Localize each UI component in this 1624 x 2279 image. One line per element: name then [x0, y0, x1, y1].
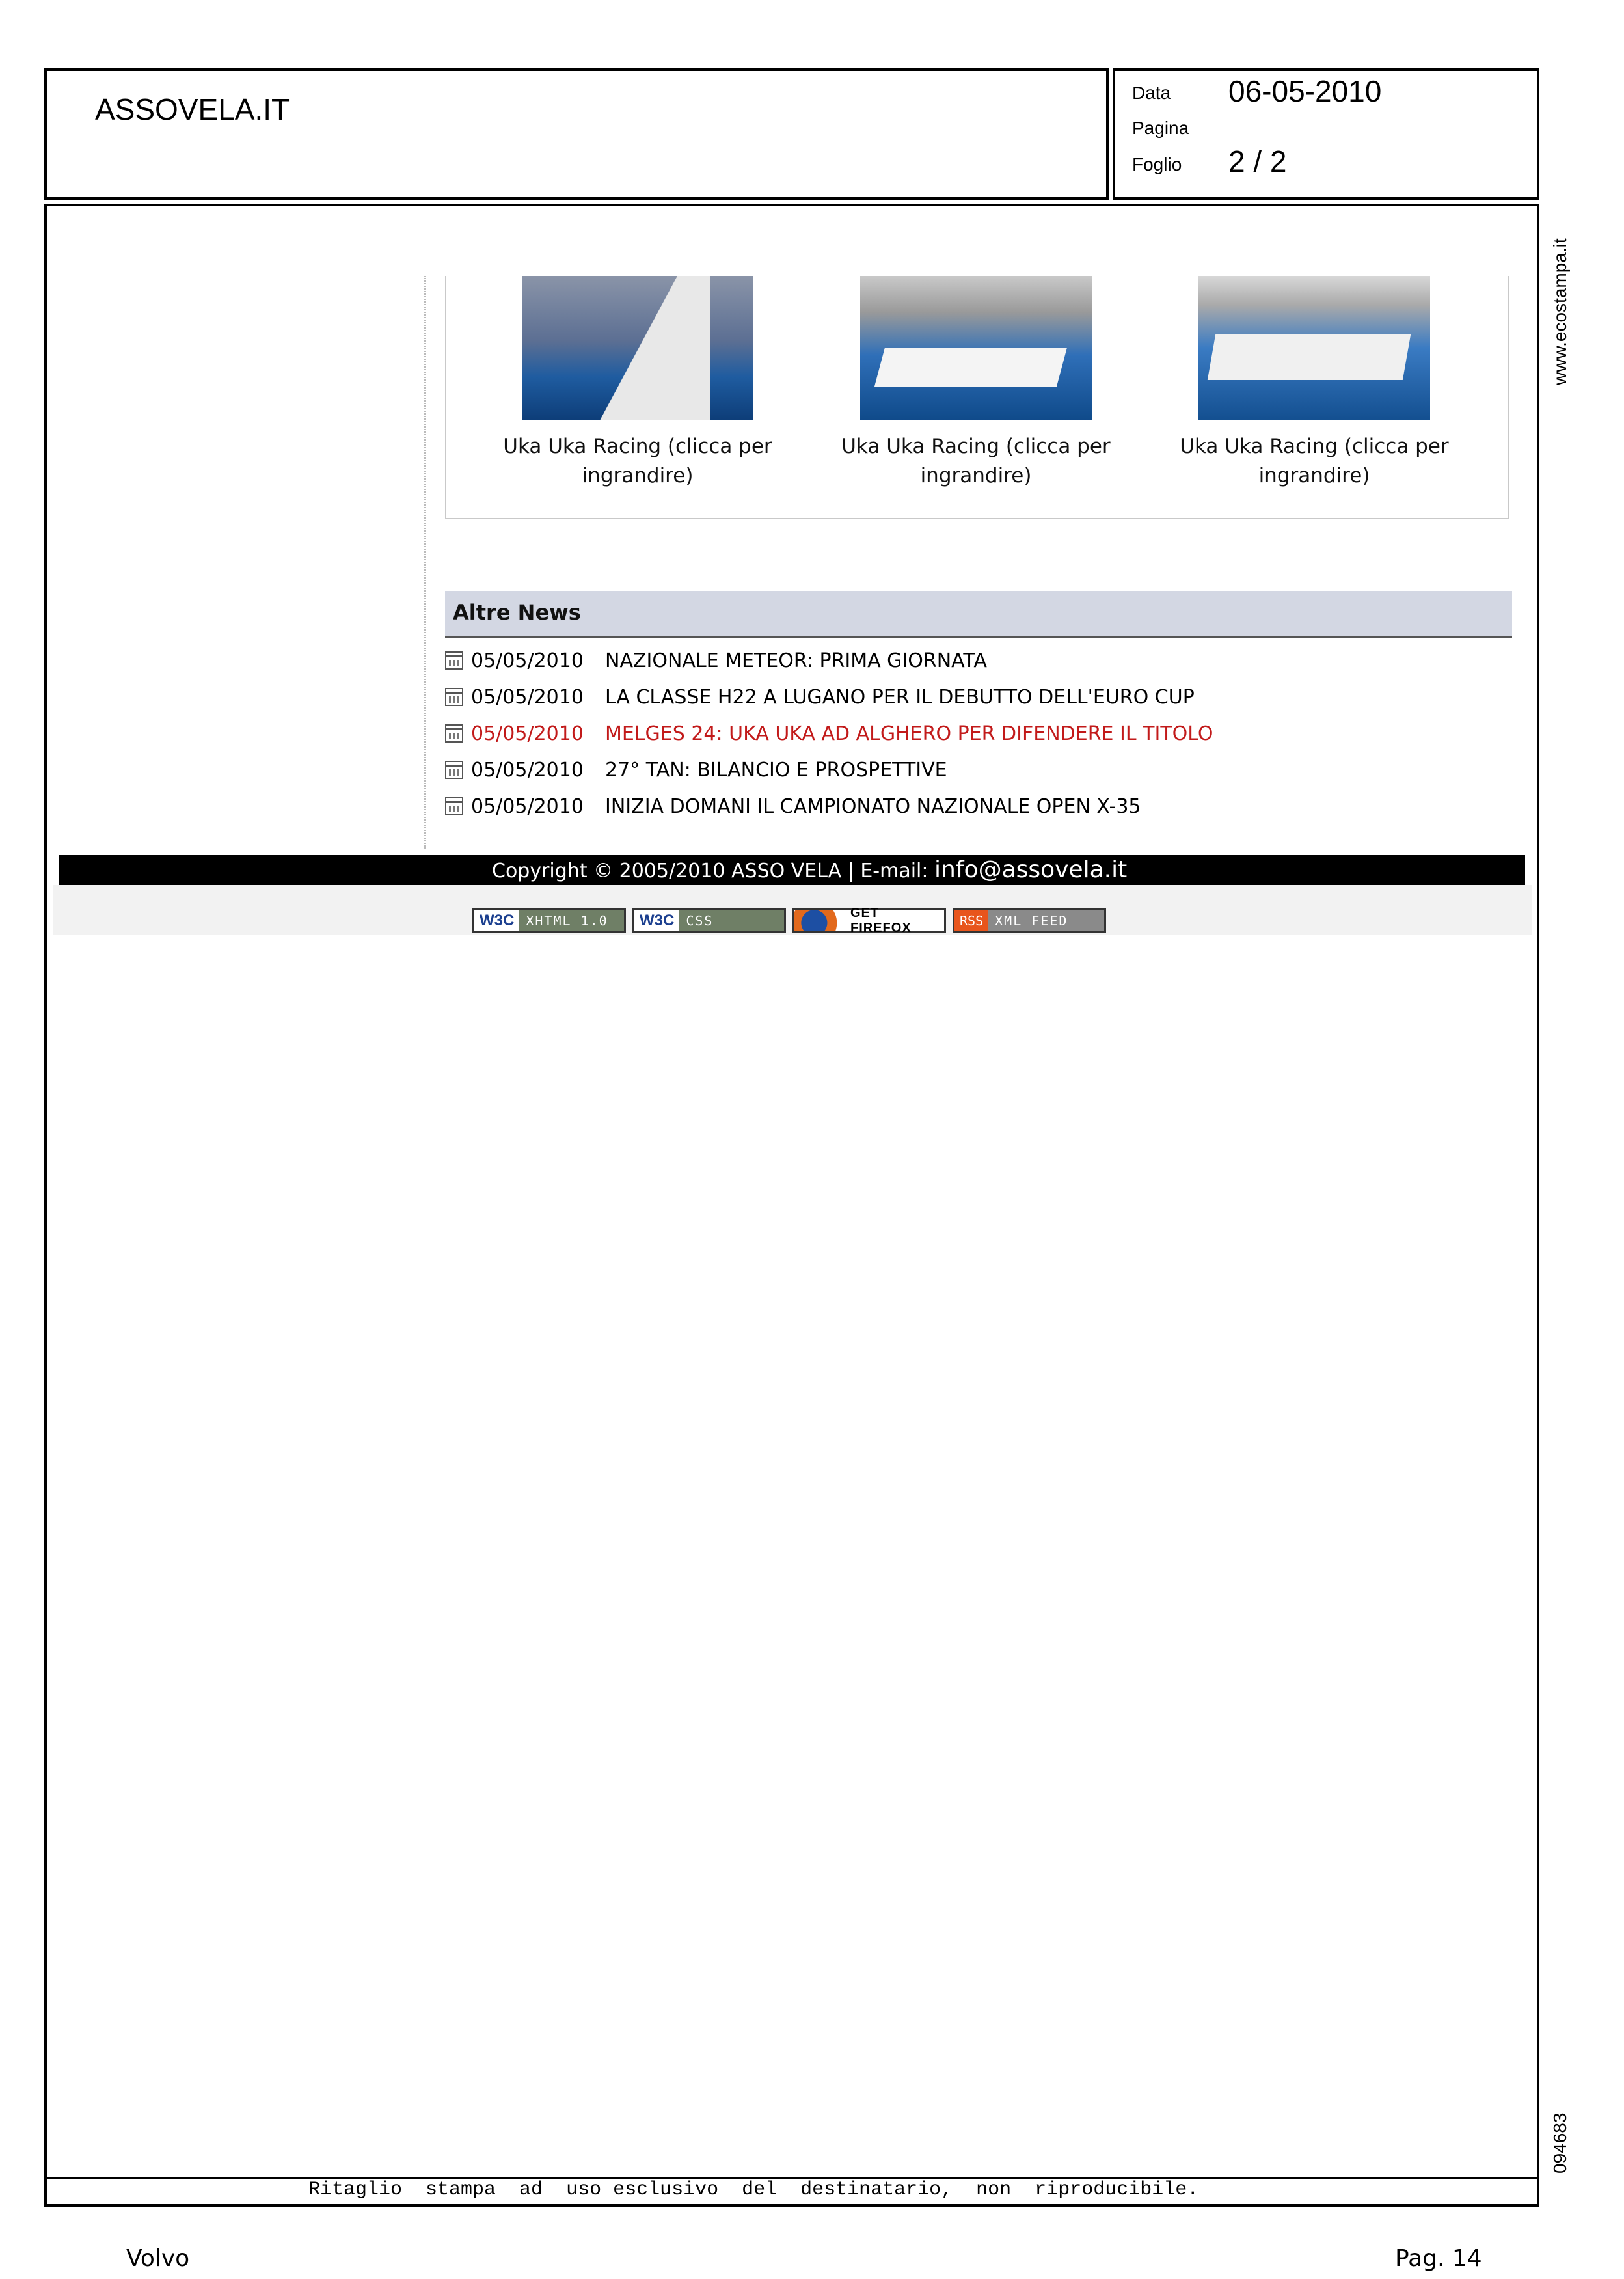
column-separator — [424, 276, 426, 849]
gallery-photo-2[interactable] — [860, 276, 1092, 420]
w3c-css-badge[interactable] — [632, 908, 786, 933]
disclaimer-text: Ritaglio stampa ad uso esclusivo del destinatario, non riproducibile. — [308, 2179, 1199, 2201]
code-vertical-text: 094683 — [1550, 2112, 1570, 2174]
news-title-link[interactable]: INIZIA DOMANI IL CAMPIONATO NAZIONALE OPEN X-35 — [605, 795, 1141, 818]
news-date: 05/05/2010 — [471, 758, 584, 782]
calendar-icon — [445, 651, 463, 670]
news-title-link[interactable]: LA CLASSE H22 A LUGANO PER IL DEBUTTO DELL'EURO CUP — [605, 685, 1195, 709]
firefox-icon — [794, 910, 844, 931]
client-name: Volvo — [126, 2245, 190, 2272]
web-clipping — [53, 276, 1532, 935]
news-item[interactable] — [445, 681, 1195, 713]
calendar-icon — [445, 761, 463, 779]
gallery-caption-2[interactable]: Uka Uka Racing (clicca per ingrandire) — [841, 435, 1111, 487]
badge-left: RSS — [954, 910, 988, 931]
badge-right: CSS — [679, 910, 784, 931]
news-item-active[interactable] — [445, 717, 1213, 750]
news-item[interactable] — [445, 644, 987, 677]
boat-hull — [874, 348, 1067, 387]
badge-left: W3C — [634, 910, 679, 931]
news-date: 05/05/2010 — [471, 795, 584, 818]
news-heading: Altre News — [453, 600, 581, 625]
gallery-caption-1[interactable]: Uka Uka Racing (clicca per ingrandire) — [503, 435, 772, 487]
w3c-xhtml-badge[interactable] — [472, 908, 626, 933]
news-title-link[interactable]: NAZIONALE METEOR: PRIMA GIORNATA — [605, 649, 987, 672]
calendar-icon — [445, 724, 463, 743]
badge-right: XHTML 1.0 — [519, 910, 624, 931]
data-label: Data — [1132, 83, 1171, 103]
publication-name: ASSOVELA.IT — [95, 92, 290, 126]
sail-shape — [600, 276, 710, 420]
news-date: 05/05/2010 — [471, 722, 584, 745]
badge-right: GET FIREFOX — [844, 910, 944, 931]
news-header — [445, 591, 1512, 638]
news-title-link[interactable]: MELGES 24: UKA UKA AD ALGHERO PER DIFENDERE IL TITOLO — [605, 722, 1213, 745]
website-vertical-text: www.ecostampa.it — [1550, 238, 1570, 385]
foglio-label: Foglio — [1132, 154, 1182, 174]
site-footer-bar — [59, 855, 1525, 885]
email-link[interactable]: info@assovela.it — [934, 856, 1128, 883]
foglio-value: 2 / 2 — [1228, 144, 1287, 178]
gallery-photo-1[interactable] — [522, 276, 753, 420]
rss-xml-feed-badge[interactable] — [953, 908, 1106, 933]
calendar-icon — [445, 688, 463, 706]
calendar-icon — [445, 797, 463, 815]
news-title-link[interactable]: 27° TAN: BILANCIO E PROSPETTIVE — [605, 758, 947, 782]
news-item[interactable] — [445, 754, 947, 786]
boat-hull — [1208, 334, 1411, 380]
news-date: 05/05/2010 — [471, 649, 584, 672]
badge-left: W3C — [474, 910, 519, 931]
news-item[interactable] — [445, 790, 1141, 823]
gallery-caption-3[interactable]: Uka Uka Racing (clicca per ingrandire) — [1180, 435, 1449, 487]
gallery-photo-3[interactable] — [1198, 276, 1430, 420]
news-date: 05/05/2010 — [471, 685, 584, 709]
badge-right: XML FEED — [988, 910, 1104, 931]
pagina-label: Pagina — [1132, 118, 1189, 138]
data-value: 06-05-2010 — [1228, 74, 1382, 108]
header-meta-box — [1113, 68, 1539, 200]
get-firefox-badge[interactable] — [792, 908, 946, 933]
copyright-text: Copyright © 2005/2010 ASSO VELA | E-mail: — [492, 860, 935, 882]
header-title-box — [44, 68, 1109, 200]
page-number: Pag. 14 — [1395, 2245, 1482, 2272]
